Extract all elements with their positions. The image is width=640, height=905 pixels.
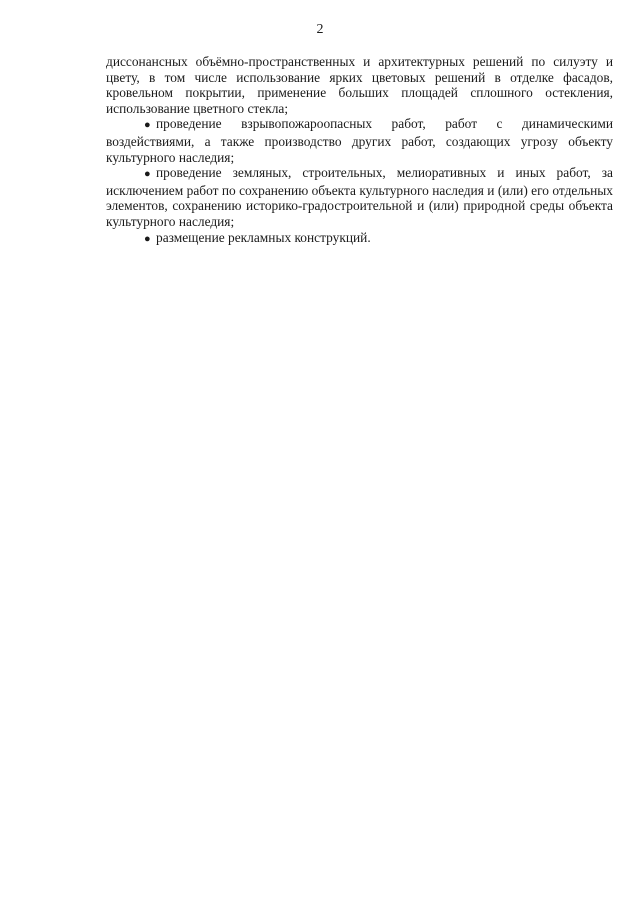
bullet-icon: ● [144, 232, 151, 245]
list-item [106, 116, 613, 165]
bullet-icon: ● [144, 119, 151, 132]
continuation-paragraph: диссонансных объёмно-пространственных и архитектурных решений по силуэту и цвету, в том числе использование ярких цветовых решений в отделке фасадов, кровельном покрытии, применение больших площадей сплошного остекления, использование цветного стекла; [106, 54, 613, 116]
list-item [106, 165, 613, 229]
document-body [106, 54, 613, 247]
list-item-text: проведение взрывопожароопасных работ, работ с динамическими воздействиями, а также производство других работ, создающих угрозу объекту культурного наследия; [106, 116, 613, 165]
list-item-text: проведение земляных, строительных, мелиоративных и иных работ, за исключением работ по сохранению объекта культурного наследия и (или) его отдельных элементов, сохранению историко-градостроительной и (или) природной среды объекта культурного наследия; [106, 165, 613, 229]
list-item [106, 230, 613, 248]
page-number: 2 [316, 22, 324, 37]
bullet-icon: ● [144, 168, 151, 181]
list-item-text: размещение рекламных конструкций. [156, 229, 371, 245]
